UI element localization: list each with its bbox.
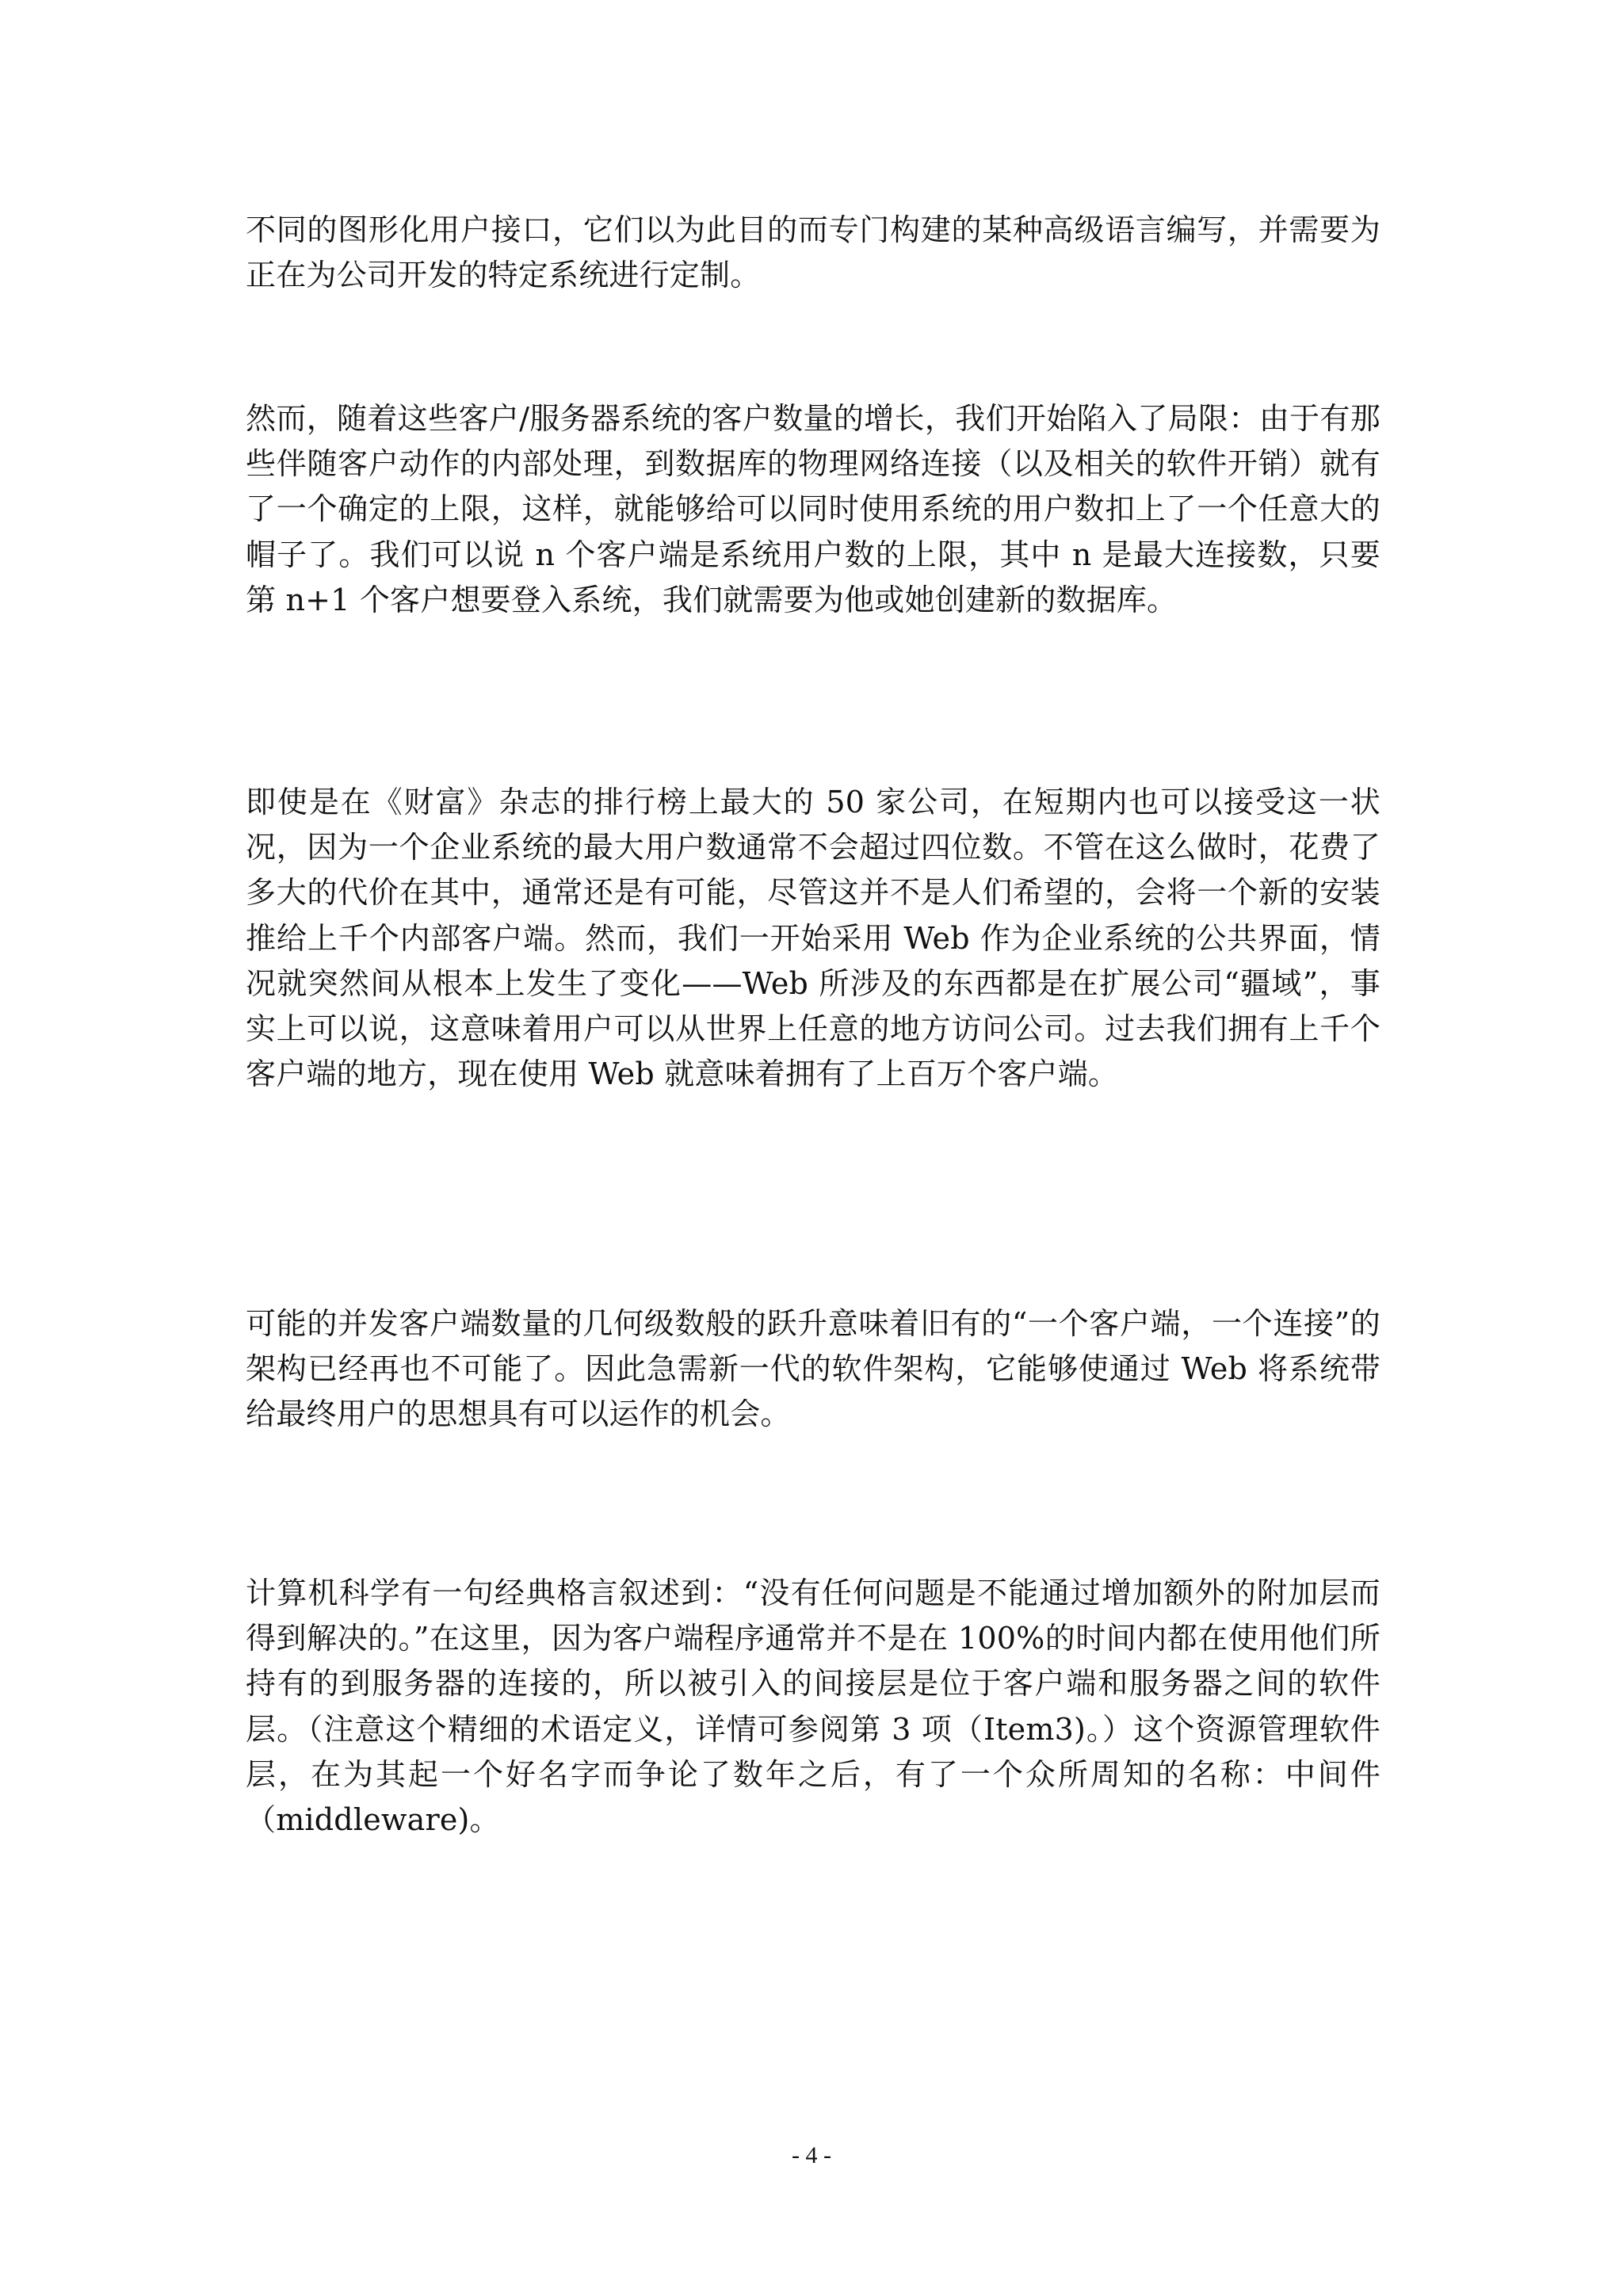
paragraph-2: 然而，随着这些客户/服务器系统的客户数量的增长，我们开始陷入了局限：由于有那些伴随客户动作的内部处理，到数据库的物理网络连接（以及相关的软件开销）就有了一个确定的上限，这样，就能够给可以同时使用系统的用户数扣上了一个任意大的帽子了。我们可以说 n 个客户端是系统用户数的上限，其中 n 是最大连接数，只要第 n+1 个客户想要登入系统，我们就需要为他或她创建新的数据库。 xyxy=(246,401,1381,617)
paragraph-4: 可能的并发客户端数量的几何级数般的跃升意味着旧有的“一个客户端，一个连接”的架构已经再也不可能了。因此急需新一代的软件架构，它能够使通过 Web 将系统带给最终用户的思想具有可以运作的机会。 xyxy=(246,1306,1381,1432)
paragraph-1: 不同的图形化用户接口，它们以为此目的而专门构建的某种高级语言编写，并需要为正在为公司开发的特定系统进行定制。 xyxy=(246,212,1381,293)
paragraph-3: 即使是在《财富》杂志的排行榜上最大的 50 家公司，在短期内也可以接受这一状况，因为一个企业系统的最大用户数通常不会超过四位数。不管在这么做时，花费了多大的代价在其中，通常还是有可能，尽管这并不是人们希望的，会将一个新的安装推给上千个内部客户端。然而，我们一开始采用 Web 作为企业系统的公共界面，情况就突然间从根本上发生了变化——Web 所涉及的东西都是在扩展公司“疆域”，事实上可以说，这意味着用户可以从世界上任意的地方访问公司。过去我们拥有上千个客户端的地方，现在使用 Web 就意味着拥有了上百万个客户端。 xyxy=(246,785,1381,1092)
page-number: - 4 - xyxy=(792,2142,831,2168)
paragraph-5: 计算机科学有一句经典格言叙述到：“没有任何问题是不能通过增加额外的附加层而得到解决的。”在这里，因为客户端程序通常并不是在 100%的时间内都在使用他们所持有的到服务器的连接的，所以被引入的间接层是位于客户端和服务器之间的软件层。（注意这个精细的术语定义，详情可参阅第 3 项（Item3)。）这个资源管理软件层，在为其起一个好名字而争论了数年之后，有了一个众所周知的名称：中间件（middleware)。 xyxy=(246,1576,1381,1838)
